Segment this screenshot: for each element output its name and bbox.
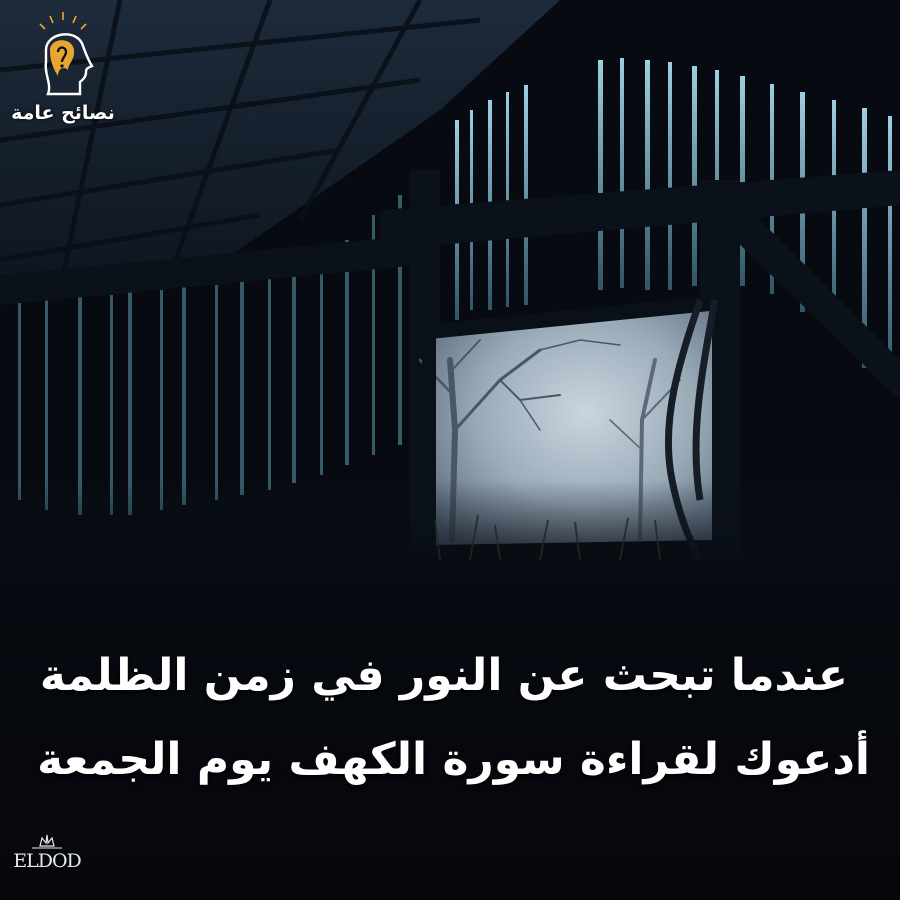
caption-line-1: عندما تبحث عن النور في زمن الظلمة	[39, 650, 848, 701]
brand-logo	[8, 10, 118, 125]
caption-line-2: أدعوك لقراءة سورة الكهف يوم الجمعة	[37, 734, 870, 785]
signature-text: ELDOD	[13, 850, 81, 872]
brand-name: نصائح عامة	[11, 102, 115, 124]
crown-icon	[10, 832, 84, 852]
signature	[10, 832, 90, 882]
head-silhouette-icon	[28, 10, 98, 100]
